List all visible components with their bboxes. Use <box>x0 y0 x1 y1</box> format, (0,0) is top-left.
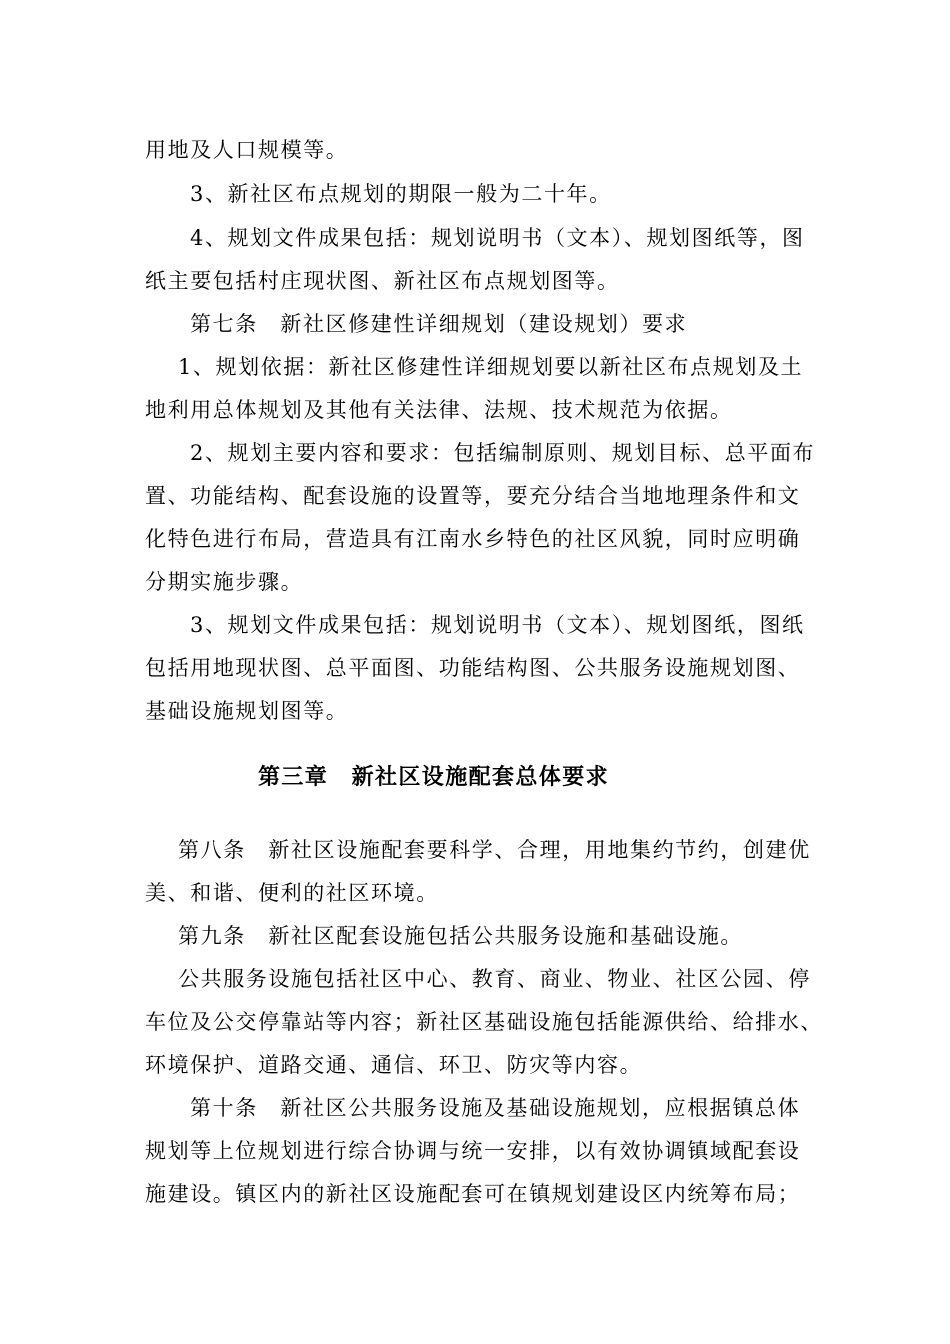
text-line: 包括用地现状图、总平面图、功能结构图、公共服务设施规划图、 <box>145 656 801 680</box>
text-line: 4、规划文件成果包括：规划说明书（文本）、规划图纸等，图 <box>190 226 805 250</box>
article-heading: 第八条 新社区设施配套要科学、合理，用地集约节约，创建优 <box>178 838 811 862</box>
text-line: 环境保护、道路交通、通信、环卫、防灾等内容。 <box>145 1053 643 1077</box>
text-line: 规划等上位规划进行综合协调与统一安排，以有效协调镇域配套设 <box>145 1139 801 1163</box>
text-line: 2、规划主要内容和要求：包括编制原则、规划目标、总平面布 <box>190 441 816 465</box>
text-line: 公共服务设施包括社区中心、教育、商业、物业、社区公园、停 <box>178 967 811 991</box>
text-line: 3、规划文件成果包括：规划说明书（文本）、规划图纸，图纸 <box>190 613 805 637</box>
text-line: 1、规划依据：新社区修建性详细规划要以新社区布点规划及土 <box>178 355 804 379</box>
text-line: 车位及公交停靠站等内容；新社区基础设施包括能源供给、给排水、 <box>145 1010 823 1034</box>
text-line: 地利用总体规划及其他有关法律、法规、技术规范为依据。 <box>145 398 733 422</box>
text-line: 置、功能结构、配套设施的设置等，要充分结合当地地理条件和文 <box>145 484 801 508</box>
article-heading: 第七条 新社区修建性详细规划（建设规划）要求 <box>190 312 688 336</box>
article-heading: 第十条 新社区公共服务设施及基础设施规划，应根据镇总体 <box>190 1096 801 1120</box>
text-line: 3、新社区布点规划的期限一般为二十年。 <box>190 182 612 206</box>
text-line: 纸主要包括村庄现状图、新社区布点规划图等。 <box>145 269 620 293</box>
text-line: 基础设施规划图等。 <box>145 699 349 723</box>
text-line: 分期实施步骤。 <box>145 570 304 594</box>
text-line: 化特色进行布局，营造具有江南水乡特色的社区风貌，同时应明确 <box>145 527 801 551</box>
chapter-heading: 第三章 新社区设施配套总体要求 <box>258 764 610 790</box>
article-heading: 第九条 新社区配套设施包括公共服务设施和基础设施。 <box>178 924 743 948</box>
text-line: 施建设。镇区内的新社区设施配套可在镇规划建设区内统筹布局； <box>145 1182 801 1206</box>
text-line: 美、和谐、便利的社区环境。 <box>145 881 439 905</box>
text-line: 用地及人口规模等。 <box>145 138 349 162</box>
